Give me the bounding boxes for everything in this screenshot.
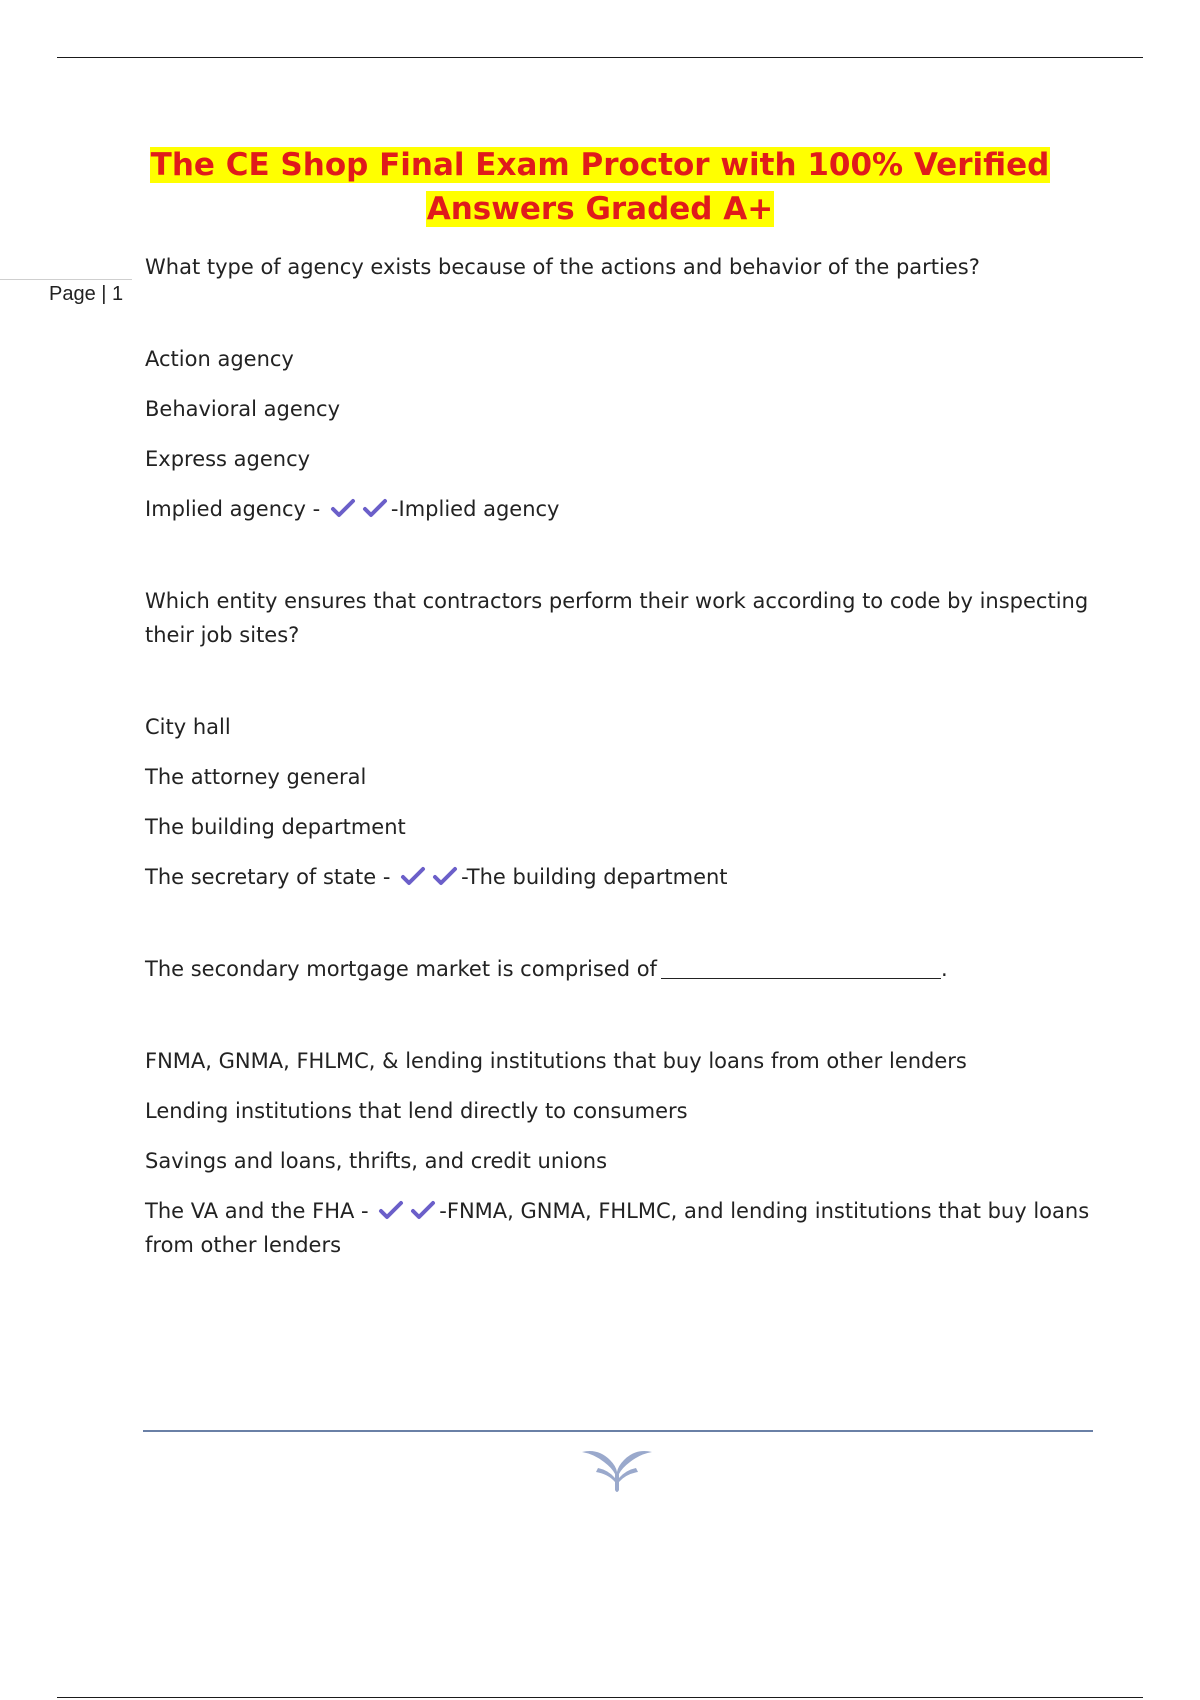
question-text-before-blank: The secondary mortgage market is comprised of bbox=[145, 957, 657, 981]
bottom-rule bbox=[57, 1697, 1143, 1698]
header-rule bbox=[57, 57, 1143, 58]
correct-answer-line bbox=[145, 492, 1095, 526]
answer-suffix: -FNMA, GNMA, FHLMC, and lending institutions that buy loans from other lenders bbox=[145, 1199, 1090, 1257]
page-label-rule bbox=[0, 279, 132, 280]
answer-option: Savings and loans, thrifts, and credit unions bbox=[145, 1149, 608, 1173]
check-icon bbox=[431, 864, 459, 888]
correct-answer-line bbox=[145, 860, 1095, 894]
title-line-2: Answers Graded A+ bbox=[426, 191, 774, 227]
exam-content bbox=[145, 250, 1095, 1320]
question-text-after-blank: . bbox=[940, 957, 948, 981]
answer-prefix: The VA and the FHA - bbox=[145, 1199, 369, 1223]
correct-answer-line bbox=[145, 1194, 1095, 1262]
check-icon bbox=[329, 496, 357, 520]
answer-option: Lending institutions that lend directly to consumers bbox=[145, 1099, 688, 1123]
answer-prefix: The secretary of state - bbox=[145, 865, 391, 889]
document-title bbox=[100, 143, 1100, 231]
answer-suffix: -Implied agency bbox=[390, 497, 560, 521]
answer-option: Action agency bbox=[145, 347, 294, 371]
fill-in-blank bbox=[661, 956, 941, 979]
answer-option: Express agency bbox=[145, 447, 311, 471]
answer-suffix: -The building department bbox=[461, 865, 728, 889]
check-icon bbox=[409, 1198, 437, 1222]
answer-option: Behavioral agency bbox=[145, 397, 341, 421]
footer-logo-icon bbox=[578, 1446, 656, 1498]
question-text: What type of agency exists because of the actions and behavior of the parties? bbox=[145, 255, 980, 279]
check-icon bbox=[377, 1198, 405, 1222]
answer-option: The attorney general bbox=[145, 765, 367, 789]
question-text: Which entity ensures that contractors perform their work according to code by inspecting their job sites? bbox=[145, 589, 1089, 647]
answer-option: The building department bbox=[145, 815, 406, 839]
answer-option: FNMA, GNMA, FHLMC, & lending institutions that buy loans from other lenders bbox=[145, 1049, 967, 1073]
question-text bbox=[145, 952, 1095, 986]
check-icon bbox=[361, 496, 389, 520]
check-icon bbox=[399, 864, 427, 888]
title-line-1: The CE Shop Final Exam Proctor with 100% Verified bbox=[150, 147, 1050, 183]
page-number-label: Page | 1 bbox=[49, 283, 124, 305]
answer-option: City hall bbox=[145, 715, 231, 739]
answer-prefix: Implied agency - bbox=[145, 497, 321, 521]
footer-rule bbox=[143, 1430, 1093, 1432]
